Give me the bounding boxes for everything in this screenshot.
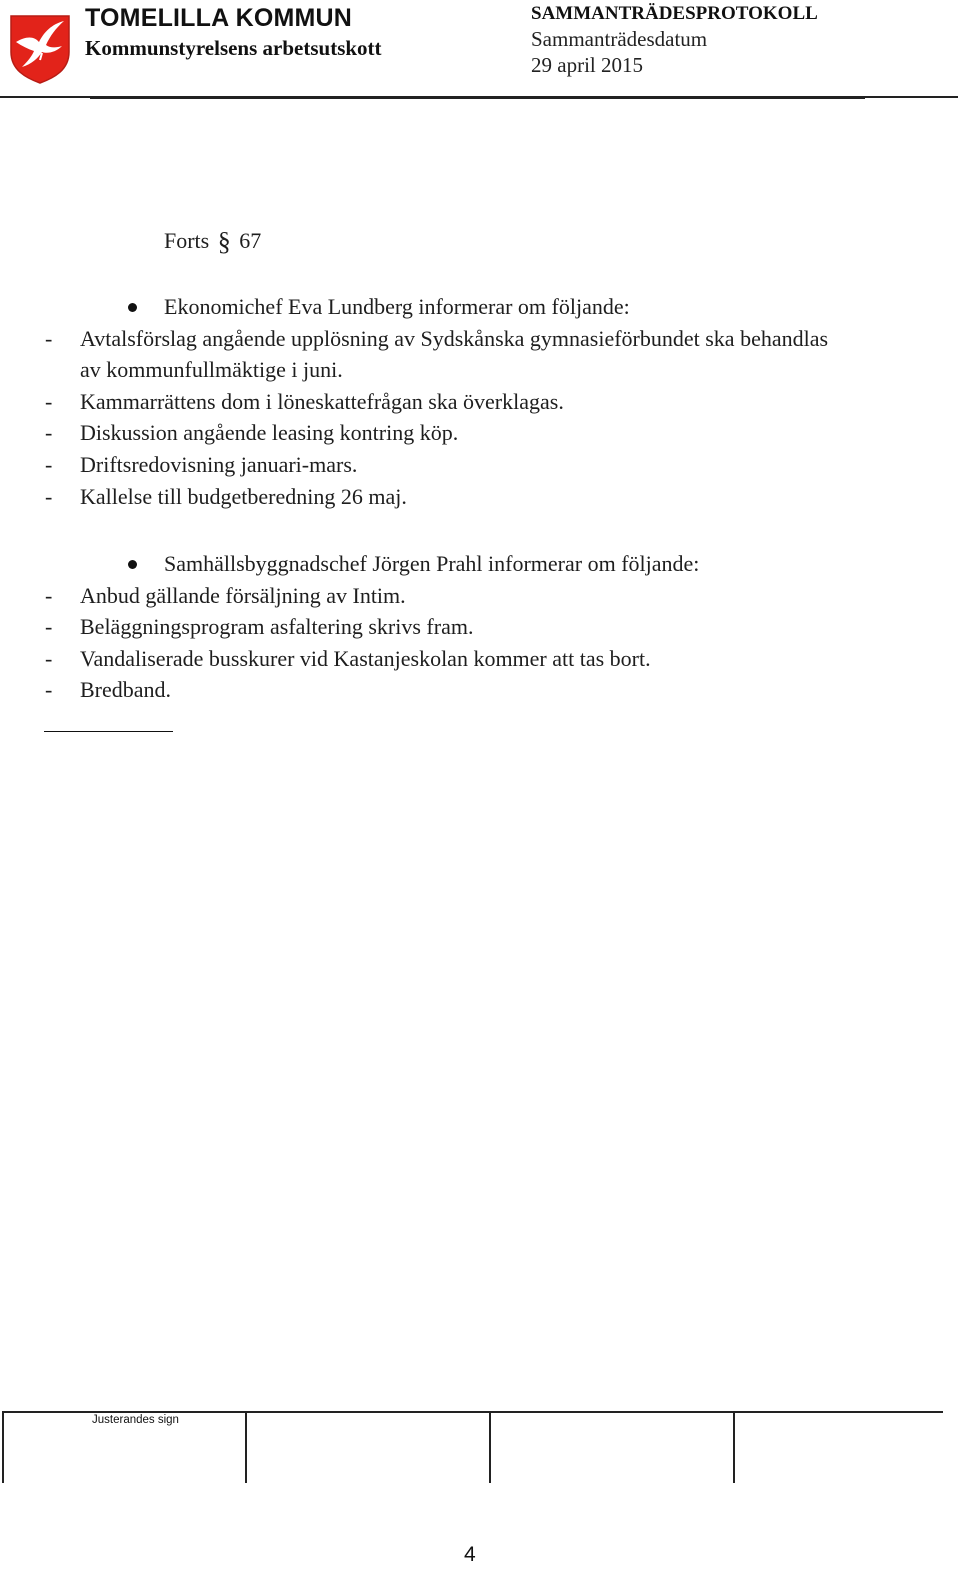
organization-unit: Kommunstyrelsens arbetsutskott [85,36,382,60]
dash-icon: - [45,388,53,414]
signature-cell-divider [733,1411,735,1483]
bullet-icon [128,303,137,312]
dash-icon: - [45,420,53,446]
info-group-planning [40,548,920,706]
signature-cell-divider [489,1411,491,1483]
section-symbol: § [217,227,231,256]
end-of-section-rule [44,731,173,732]
dash-icon: - [45,325,53,351]
meeting-date-label: Sammanträdesdatum [531,27,708,51]
dash-icon: - [45,451,53,477]
signature-cell-divider [245,1411,247,1483]
section-prefix: Forts [164,228,210,253]
signature-table [2,1411,943,1483]
bullet-heading: Ekonomichef Eva Lundberg informerar om följande: [40,291,920,323]
list-item: - Driftsredovisning januari-mars. [40,449,920,481]
bullet-icon [128,560,137,569]
document-header [0,0,960,100]
dash-icon: - [45,483,53,509]
info-group-finance [40,291,920,512]
section-number: 67 [239,228,262,253]
bullet-heading: Samhällsbyggnadschef Jörgen Prahl informerar om följande: [40,548,920,580]
signature-cell-divider [2,1411,4,1483]
list-item: - Vandaliserade busskurer vid Kastanjeskolan kommer att tas bort. [40,643,920,675]
signature-label: Justerandes sign [92,1414,179,1426]
dash-icon: - [45,582,53,608]
list-item: - Bredband. [40,674,920,706]
signature-table-top-border [2,1411,943,1413]
list-item: - Anbud gällande försäljning av Intim. [40,580,920,612]
header-divider-inner [90,98,865,99]
dash-icon: - [45,677,53,703]
document-type: SAMMANTRÄDESPROTOKOLL [531,3,818,24]
meeting-date: 29 april 2015 [531,53,643,77]
list-item: - Kammarrättens dom i löneskattefrågan ska överklagas. [40,386,920,418]
dash-icon: - [45,614,53,640]
list-item: - Kallelse till budgetberedning 26 maj. [40,481,920,513]
organization-name: TOMELILLA KOMMUN [85,4,353,32]
page-number: 4 [464,1543,476,1566]
list-item: - Diskussion angående leasing kontring köp. [40,417,920,449]
list-item: - Beläggningsprogram asfaltering skrivs fram. [40,611,920,643]
list-item: - Avtalsförslag angående upplösning av Sydskånska gymnasieförbundet ska behandlas av kommunfullmäktige i juni. [40,323,920,386]
dash-icon: - [45,645,53,671]
section-heading [164,224,261,257]
coat-of-arms-seagull-icon [8,12,72,84]
